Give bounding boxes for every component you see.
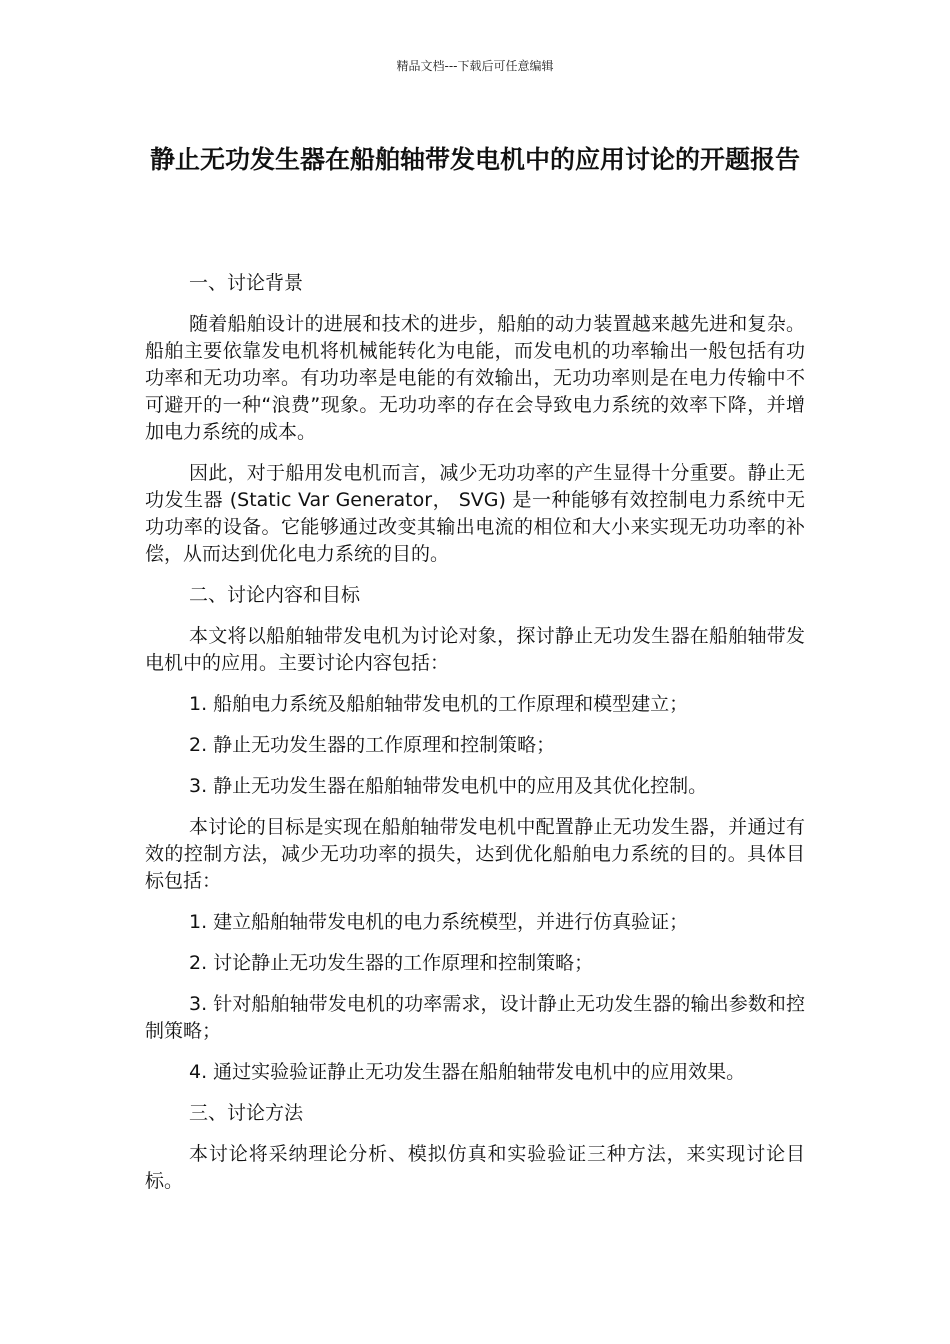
- paragraph-svg-intro: 因此，对于船用发电机而言，减少无功功率的产生显得十分重要。静止无功发生器 (Static Var Generator， SVG) 是一种能够有效控制电力系统中无功功率的设备。它能够通过改变其输出电流的相位和大小来实现无功功率的补偿，从而达到优化电力系统的目的。: [145, 462, 805, 565]
- list-item-goal-4: 4. 通过实验验证静止无功发生器在船舶轴带发电机中的应用效果。: [189, 1061, 746, 1083]
- list-item-content-1: 1. 船舶电力系统及船舶轴带发电机的工作原理和模型建立；: [189, 693, 689, 715]
- paragraph-methods: 本讨论将采纳理论分析、模拟仿真和实验验证三种方法，来实现讨论目标。: [145, 1143, 805, 1192]
- list-item-goal-3: 3. 针对船舶轴带发电机的功率需求，设计静止无功发生器的输出参数和控制策略；: [145, 993, 805, 1042]
- document-body: [145, 270, 805, 1209]
- document-title: 静止无功发生器在船舶轴带发电机中的应用讨论的开题报告: [149, 145, 800, 174]
- header-note: 精品文档---下载后可任意编辑: [396, 59, 554, 73]
- section-heading-methods: 三、讨论方法: [189, 1102, 304, 1124]
- paragraph-background: 随着船舶设计的进展和技术的进步，船舶的动力装置越来越先进和复杂。船舶主要依靠发电机将机械能转化为电能，而发电机的功率输出一般包括有功功率和无功功率。有功功率是电能的有效输出，无功功率则是在电力传输中不可避开的一种“浪费”现象。无功功率的存在会导致电力系统的效率下降，并增加电力系统的成本。: [145, 313, 805, 443]
- list-item-content-3: 3. 静止无功发生器在船舶轴带发电机中的应用及其优化控制。: [189, 775, 708, 797]
- list-item-goal-2: 2. 讨论静止无功发生器的工作原理和控制策略；: [189, 952, 594, 974]
- list-item-content-2: 2. 静止无功发生器的工作原理和控制策略；: [189, 734, 556, 756]
- paragraph-content-intro: 本文将以船舶轴带发电机为讨论对象，探讨静止无功发生器在船舶轴带发电机中的应用。主要讨论内容包括：: [145, 625, 805, 674]
- section-heading-content-goals: 二、讨论内容和目标: [189, 584, 361, 606]
- list-item-goal-1: 1. 建立船舶轴带发电机的电力系统模型，并进行仿真验证；: [189, 911, 689, 933]
- paragraph-goals-intro: 本讨论的目标是实现在船舶轴带发电机中配置静止无功发生器，并通过有效的控制方法，减少无功功率的损失，达到优化船舶电力系统的目的。具体目标包括：: [145, 816, 805, 892]
- section-heading-background: 一、讨论背景: [189, 272, 304, 294]
